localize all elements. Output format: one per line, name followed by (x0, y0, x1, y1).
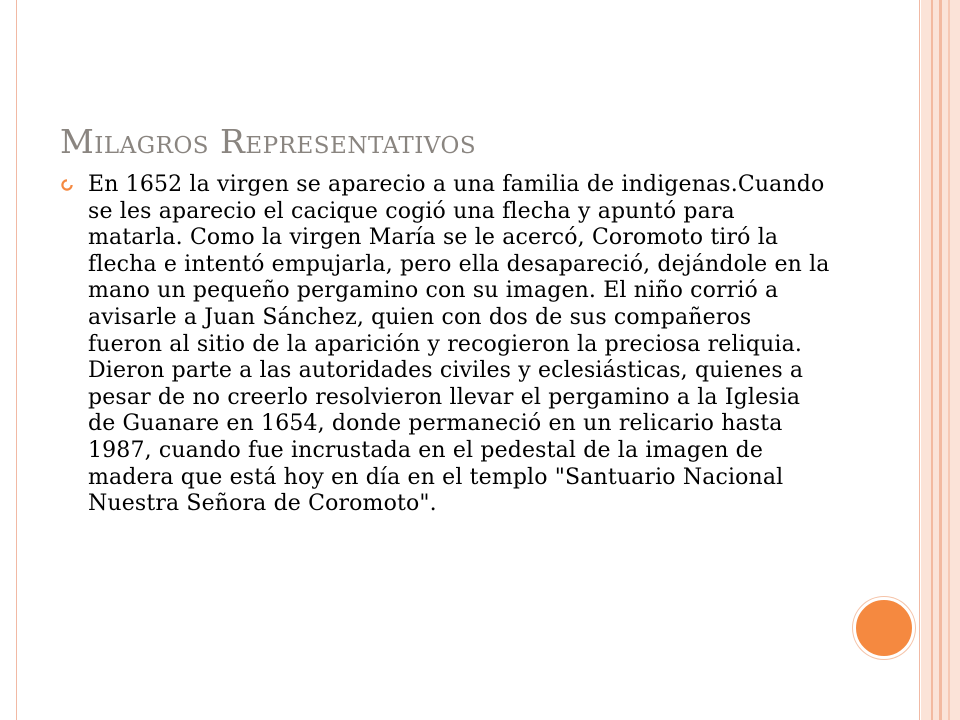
slide-title: Milagros Representativos (60, 122, 477, 162)
bullet-item (60, 172, 830, 518)
decorative-stripe (948, 0, 950, 720)
bullet-text: En 1652 la virgen se aparecio a una familia de indigenas.Cuando se les aparecio el cacique cogió una flecha y apuntó para matarla. Como la virgen María se le acercó, Coromoto tiró la flecha e intentó empujarla, pero ella desapareció, dejándole en la mano un pequeño pergamino con su imagen. El niño corrió a avisarle a Juan Sánchez, quien con dos de sus compañeros fueron al sitio de la aparición y recogieron la preciosa reliquia. Dieron parte a las autoridades civiles y eclesiásticas, quienes a pesar de no creerlo resolvieron llevar el pergamino a la Iglesia de Guanare en 1654, donde permaneció en un relicario hasta 1987, cuando fue incrustada en el pedestal de la imagen de madera que está hoy en día en el templo "Santuario Nacional Nuestra Señora de Coromoto". (88, 172, 830, 517)
decorative-stripe (921, 0, 931, 720)
accent-circle (853, 597, 915, 659)
bullet-icon (60, 178, 74, 192)
decorative-stripe (942, 0, 960, 720)
bullet-list (60, 172, 830, 518)
